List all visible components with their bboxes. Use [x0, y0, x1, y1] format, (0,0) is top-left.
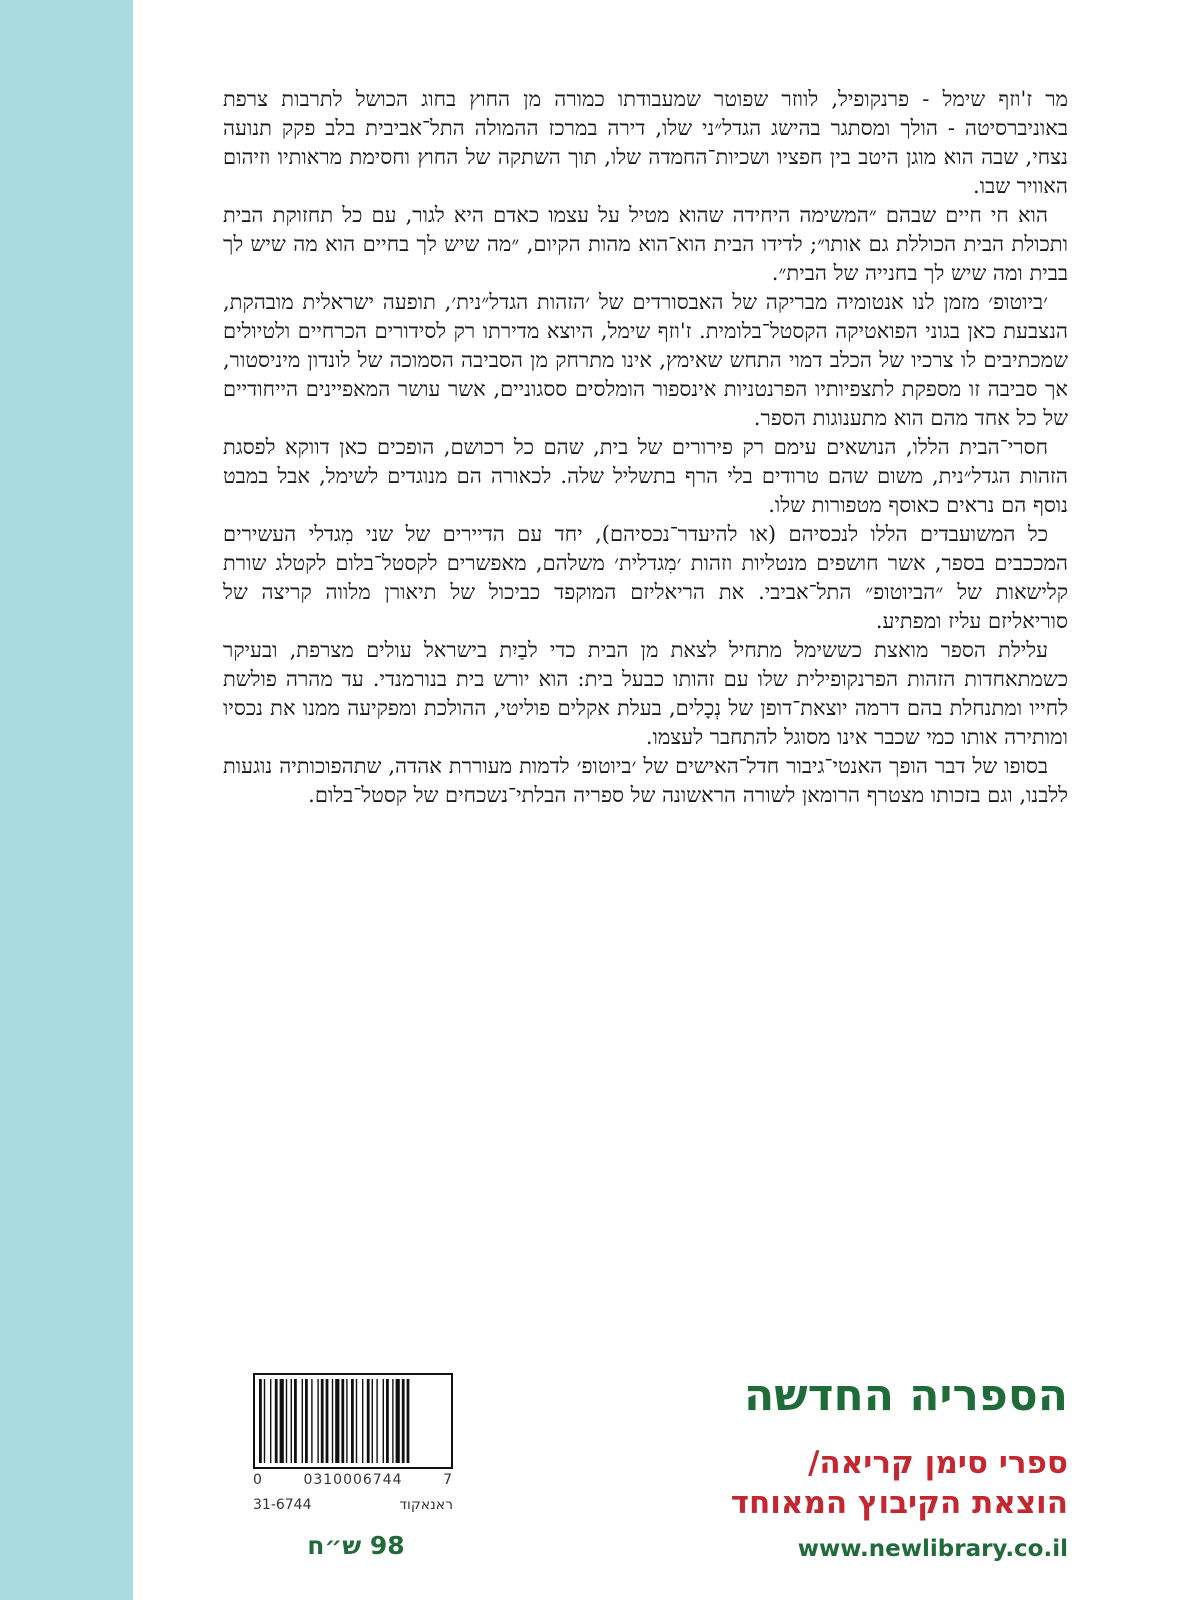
barcode-digits	[253, 1472, 453, 1488]
barcode	[253, 1373, 453, 1469]
barcode-bar	[346, 1379, 347, 1463]
barcode-digit-left: 0	[253, 1472, 263, 1488]
barcode-bar	[402, 1379, 405, 1463]
barcode-bar	[275, 1379, 278, 1463]
barcode-bars	[255, 1375, 451, 1467]
barcode-bar	[294, 1379, 297, 1463]
barcode-bar	[302, 1379, 303, 1463]
barcode-bar	[351, 1379, 354, 1463]
barcode-bar	[332, 1379, 333, 1463]
blurb-paragraph: בסופו של דבר הופך האנטי־גיבור חדל־האישים של ׳ביוטופ׳ לדמות מעוררת אהדה, שתהפוכותיה נוגעות ללבנו, וגם בזכותו מצטרף הרומאן לשורה הראשונה של ספריה הבלתי־נשכחים של קסטל־בלום.	[223, 754, 1068, 807]
catalog-label: ראנאקוד	[399, 1497, 453, 1513]
barcode-bar	[383, 1379, 384, 1463]
barcode-digit-middle: 0310006744	[303, 1472, 403, 1488]
blurb-paragraph: כל המשועבדים הללו לנכסיהם (או להיעדר־נכסיהם), יחד עם הדיירים של שני מִגדלי העשירים המככבים בספר, אשר חושפים מנטליות וזהות ׳מִגדלית׳ משלהם, מאפשרים לקסטל־בלום לקטלג שורת קלישאות של ״הביוטופ״ התל־אביבי. את הריאליזם המוקפד כביכול של תיאורן מלווה קריצה של סוריאליזם עליז ומפתיע.	[223, 522, 1068, 633]
blurb-paragraph: הוא חי חיים שבהם ״המשימה היחידה שהוא מטיל על עצמו כאדם היא לגור, עם כל תחזוקת הבית ותכולת הבית הכוללת גם אותו״; לדידו הבית הוא־הוא מהות הקיום, ״מה שיש לך בחיים הוא מה שיש לך בבית ומה שיש לך בחנייה של הבית״.	[223, 203, 1068, 285]
barcode-bar	[305, 1379, 308, 1463]
blurb-paragraph: חסרי־הבית הללו, הנושאים עימם רק פירורים של בית, שהם כל רכושם, הופכים כאן דווקא לפסגת הזהות הגדל״נית, משום שהם טרודים בלי הרף בתשליל שלה. לכאורה הם מנוגדים לשימל, אבל במבט נוסף הם נראים כאוסף מטפורות שלו.	[223, 435, 1068, 517]
book-spine-strip	[0, 0, 133, 1600]
barcode-bar	[396, 1379, 400, 1463]
barcode-bar	[317, 1379, 318, 1463]
publisher-name: הוצאת הקיבוץ המאוחד	[730, 1485, 1068, 1521]
barcode-bar	[356, 1379, 357, 1463]
blurb-paragraph: מר ז'וזף שימל - פרנקופיל, לווזר שפוטר שמעבודתו כמורה מן החוץ בחוג הכושל לתרבות צרפת באוניברסיטה - הולך ומסתגר בהישג הגדל״ני שלו, דירה במרכז ההמולה התל־אביבית בלב פקק תנועה נצחי, שבה הוא מוגן היטב בין חפציו ושכיות־החמדה שלו, תוך השתקה של החוץ וחסימת מראותיו וזיהום האוויר שבו.	[223, 87, 1068, 198]
barcode-bar	[407, 1379, 410, 1463]
barcode-bar	[286, 1379, 287, 1463]
barcode-bar	[376, 1379, 377, 1463]
barcode-digit-right: 7	[443, 1472, 453, 1488]
series-title: הספריה החדשה	[744, 1370, 1068, 1421]
barcode-bar	[341, 1379, 344, 1463]
barcode-bar	[372, 1379, 373, 1463]
barcode-bar	[311, 1379, 312, 1463]
series-name: ספרי סימן קריאה/	[808, 1445, 1068, 1481]
barcode-bar	[259, 1379, 262, 1463]
publisher-website: www.newlibrary.co.il	[797, 1536, 1068, 1562]
barcode-bar	[280, 1379, 284, 1463]
blurb-text	[223, 85, 1068, 810]
barcode-bar	[270, 1379, 271, 1463]
barcode-bar	[291, 1379, 292, 1463]
price: 98 ש״ח	[307, 1531, 405, 1560]
barcode-bar	[367, 1379, 370, 1463]
catalog-code	[253, 1497, 453, 1513]
catalog-number: 31-6744	[253, 1497, 312, 1513]
barcode-bar	[386, 1379, 389, 1463]
blurb-paragraph: עלילת הספר מואצת כששימל מתחיל לצאת מן הבית כדי לבַיִת בישראל עולים מצרפת, ובעיקר כשמתאחדות הזהות הפרנקופילית שלו עם זהותו כבעל בית: הוא יורש בית בנורמנדי. עד מהרה פולשת לחייו ומתנחלת בהם דרמה יוצאת־דופן של נְכָלים, בעלת אקלים פוליטי, ההולכת ומפקיעה ממנו את נכסיו ומותירה אותו כמי שכבר אינו מסוגל להתחבר לעצמו.	[223, 638, 1068, 749]
barcode-bar	[326, 1379, 329, 1463]
blurb-paragraph: ׳ביוטופ׳ מזמן לנו אנטומיה מבריקה של האבסורדים של ׳הזהות הגדל״נית׳, תופעה ישראלית מובהקת, הנצבעת כאן בגוני הפואטיקה הקסטל־בלומית. ז'וזף שימל, היוצא מדירתו רק לסידורים הכרחיים ולטיולים שמכתיבים לו צרכיו של הכלב דמוי התחש שאימץ, אינו מתרחק מן הסביבה הסמוכה של לונדון מיניסטור, אך סביבה זו מספקת לתצפיותיו הפרנטניות אינספור הומלסים ססגוניים, אשר עושר המאפיינים הייחודיים של כל אחד מהם הוא מתענוגות הספר.	[223, 290, 1068, 430]
barcode-bar	[392, 1379, 393, 1463]
barcode-bar	[321, 1379, 324, 1463]
barcode-bar	[362, 1379, 363, 1463]
barcode-bar	[264, 1379, 265, 1463]
barcode-bar	[335, 1379, 339, 1463]
publisher-block	[598, 1369, 1068, 1523]
